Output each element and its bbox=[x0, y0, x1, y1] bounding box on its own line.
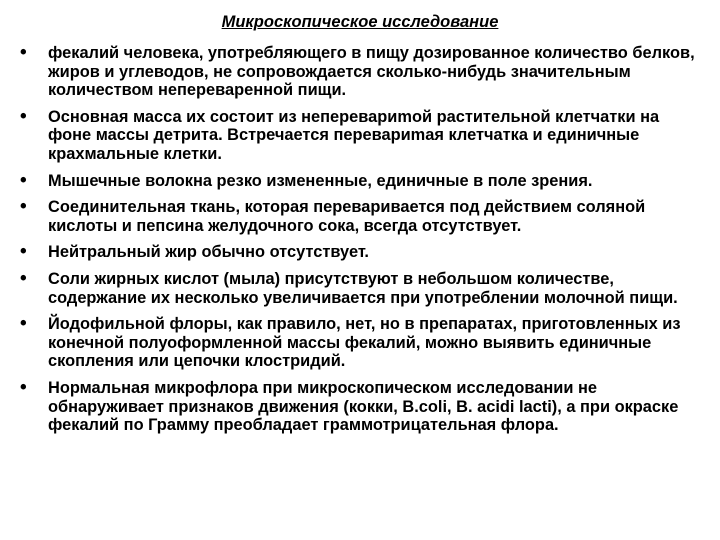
bullet-item bbox=[20, 44, 706, 100]
bullet-text: Соединительная ткань, которая переваривается под действием соляной кислоты и пепсина желудочного сока, всегда отсутствует. bbox=[48, 198, 646, 235]
bullet-text: Соли жирных кислот (мыла) присутствуют в небольшом количестве, содержание их несколько увеличивается при употреблении молочной пищи. bbox=[48, 269, 678, 307]
bullet-item bbox=[20, 267, 706, 307]
bullet-item bbox=[20, 169, 706, 191]
bullet-icon: • bbox=[20, 267, 27, 289]
bullet-item bbox=[20, 198, 706, 235]
bullet-icon: • bbox=[20, 105, 27, 127]
bullet-icon: • bbox=[20, 376, 27, 398]
bullet-icon: • bbox=[20, 196, 27, 218]
bullet-text: Йодофильной флоры, как правило, нет, но в препаратах, приготовленных из конечной полуоформленной массы фекалий, можно выявить единичные скопления или цепочки клостридий. bbox=[48, 315, 681, 371]
bullet-icon: • bbox=[20, 169, 27, 191]
bullet-text: Нормальная микрофлора при микроскопическом исследовании не обнаруживает признаков движения (кокки, B.coli, B. acidi lacti), а при окраске фекалий по Грамму преобладает граммотрицательная флора. bbox=[48, 378, 679, 435]
bullet-item bbox=[20, 105, 706, 164]
bullet-text: Нейтральный жир обычно отсутствует. bbox=[48, 243, 369, 262]
bullet-text: Мышечные волокна резко измененные, единичные в поле зрения. bbox=[48, 171, 593, 190]
bullet-icon: • bbox=[20, 241, 27, 263]
bullet-item bbox=[20, 376, 706, 435]
bullet-icon: • bbox=[20, 313, 27, 335]
bullet-icon: • bbox=[20, 42, 27, 63]
bullet-text: Основная масса их состоит из неперевариmoй растительной клетчатки на фоне массы детрита. Встречается перевариmaя клетчатка и единичные крахмальные клетки. bbox=[48, 107, 660, 163]
bullet-text: фекалий человека, употребляющего в пищу дозированное количество белков, жиров и углеводов, не сопровождается сколько-нибудь значительным количеством непереваренной пищи. bbox=[48, 44, 695, 100]
slide-title: Микроскопическое исследование bbox=[221, 13, 499, 31]
bullet-list bbox=[20, 44, 706, 443]
bullet-item bbox=[20, 243, 706, 262]
bullet-item bbox=[20, 315, 706, 371]
